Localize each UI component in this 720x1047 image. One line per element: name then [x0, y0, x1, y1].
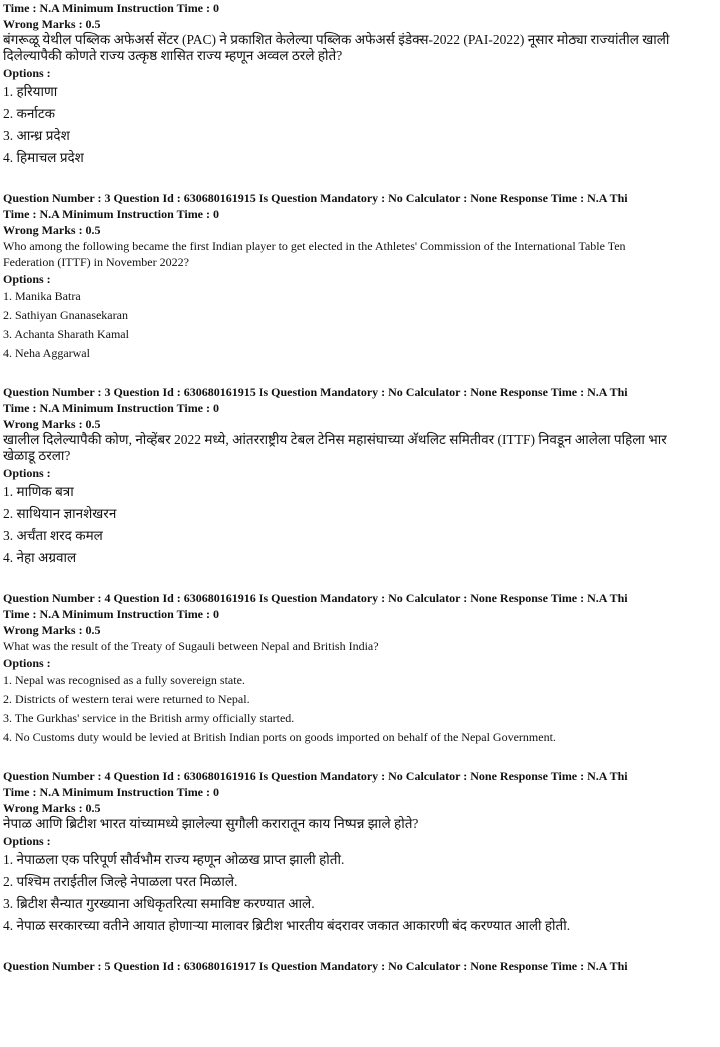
question-text-line: खेळाडू ठरला?: [3, 448, 71, 463]
time-line: Time : N.A Minimum Instruction Time : 0: [3, 401, 220, 415]
options-label: Options :: [3, 656, 51, 670]
wrong-marks: Wrong Marks : 0.5: [3, 223, 101, 237]
question-text-line: खालील दिलेल्यापैकी कोण, नोव्हेंबर 2022 मध्ये, आंतरराष्ट्रीय टेबल टेनिस महासंघाच्या अ‍ॅथलिट समितीवर (ITTF) निवडून आलेला पहिला भार: [3, 432, 667, 447]
question-block: [3, 958, 720, 974]
wrong-marks: Wrong Marks : 0.5: [3, 801, 101, 815]
question-header: Question Number : 3 Question Id : 630680161915 Is Question Mandatory : No Calculator : None Response Time : N.A Thi: [3, 385, 628, 399]
question-paper-page: [3, 0, 720, 974]
question-text-line: Federation (ITTF) in November 2022?: [3, 255, 189, 269]
option-item: 2. Districts of western terai were returned to Nepal.: [3, 692, 250, 706]
wrong-marks: Wrong Marks : 0.5: [3, 17, 101, 31]
option-item: 1. Nepal was recognised as a fully sovereign state.: [3, 673, 245, 687]
wrong-marks: Wrong Marks : 0.5: [3, 417, 101, 431]
question-block: [3, 768, 720, 937]
question-text-line: नेपाळ आणि ब्रिटीश भारत यांच्यामध्ये झालेल्या सुगौली करारातून काय निष्पन्न झाले होते?: [3, 816, 419, 831]
time-line: Time : N.A Minimum Instruction Time : 0: [3, 607, 220, 621]
option-item: 2. पश्चिम तराईतील जिल्हे नेपाळला परत मिळाले.: [3, 874, 238, 889]
options-label: Options :: [3, 466, 51, 480]
option-item: 2. Sathiyan Gnanasekaran: [3, 308, 128, 322]
option-item: 1. नेपाळला एक परिपूर्ण सौर्वभौम राज्य म्हणून ओळख प्राप्त झाली होती.: [3, 852, 345, 867]
question-block: [3, 0, 720, 169]
option-item: 4. Neha Aggarwal: [3, 346, 90, 360]
option-item: 3. अर्चंता शरद कमल: [3, 528, 103, 543]
question-block: [3, 590, 720, 747]
question-text-line: Who among the following became the first Indian player to get elected in the Athletes' Commission of the International Table Ten: [3, 239, 626, 253]
option-item: 2. कर्नाटक: [3, 106, 56, 121]
time-line: Time : N.A Minimum Instruction Time : 0: [3, 785, 220, 799]
options-label: Options :: [3, 66, 51, 80]
option-item: 4. हिमाचल प्रदेश: [3, 150, 84, 165]
question-block: [3, 190, 720, 363]
time-line: Time : N.A Minimum Instruction Time : 0: [3, 207, 220, 221]
question-header: Question Number : 4 Question Id : 630680161916 Is Question Mandatory : No Calculator : None Response Time : N.A Thi: [3, 591, 628, 605]
question-text-line: बंगरूळू येथील पब्लिक अफेअर्स सेंटर (PAC) ने प्रकाशित केलेल्या पब्लिक अफेअर्स इंडेक्स-2022 (PAI-2022) नूसार मोठ्या राज्यांतील खाली: [3, 32, 670, 47]
option-item: 3. Achanta Sharath Kamal: [3, 327, 129, 341]
question-block: [3, 384, 720, 569]
question-header: Question Number : 3 Question Id : 630680161915 Is Question Mandatory : No Calculator : None Response Time : N.A Thi: [3, 191, 628, 205]
options-label: Options :: [3, 272, 51, 286]
question-text-line: What was the result of the Treaty of Sugauli between Nepal and British India?: [3, 639, 379, 653]
option-item: 3. आन्ध्र प्रदेश: [3, 128, 70, 143]
question-header: Question Number : 4 Question Id : 630680161916 Is Question Mandatory : No Calculator : None Response Time : N.A Thi: [3, 769, 628, 783]
option-item: 2. साथियान ज्ञानशेखरन: [3, 506, 117, 521]
option-item: 1. माणिक बत्रा: [3, 484, 74, 499]
option-item: 4. नेहा अग्रवाल: [3, 550, 77, 565]
question-header: Question Number : 5 Question Id : 630680161917 Is Question Mandatory : No Calculator : None Response Time : N.A Thi: [3, 959, 628, 973]
question-text-line: दिलेल्यापैकी कोणते राज्य उत्कृष्ठ शासित राज्य म्हणून अव्वल ठरले होते?: [3, 48, 343, 63]
option-item: 4. नेपाळ सरकारच्या वतीने आयात होणाऱ्या मालावर ब्रिटीश भारतीय बंदरावर जकात आकारणी बंद करण्यात आली होती.: [3, 918, 571, 933]
time-line: Time : N.A Minimum Instruction Time : 0: [3, 1, 220, 15]
wrong-marks: Wrong Marks : 0.5: [3, 623, 101, 637]
option-item: 3. ब्रिटीश सैन्यात गुरख्याना अधिकृतरित्या समाविष्ट करण्यात आले.: [3, 896, 315, 911]
options-label: Options :: [3, 834, 51, 848]
option-item: 1. हरियाणा: [3, 84, 58, 99]
option-item: 1. Manika Batra: [3, 289, 81, 303]
option-item: 3. The Gurkhas' service in the British army officially started.: [3, 711, 295, 725]
option-item: 4. No Customs duty would be levied at British Indian ports on goods imported on behalf of the Nepal Government.: [3, 730, 556, 744]
